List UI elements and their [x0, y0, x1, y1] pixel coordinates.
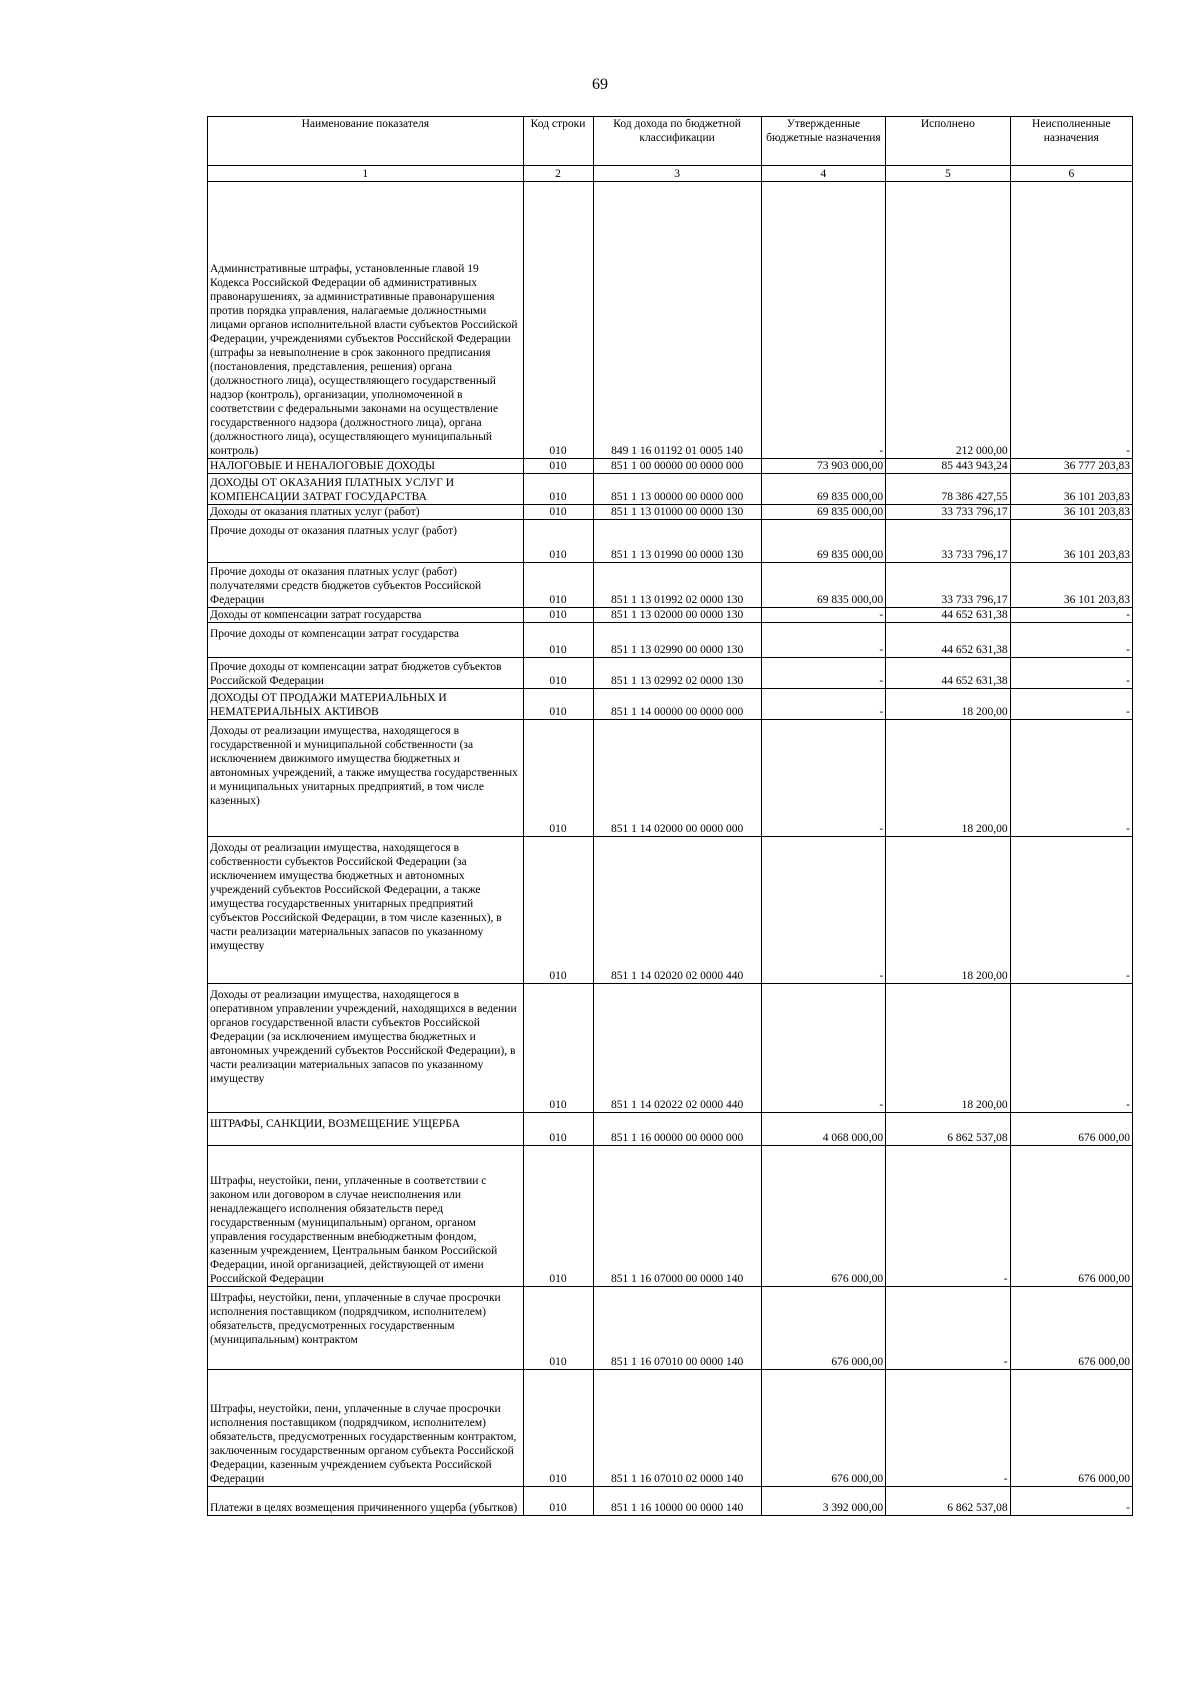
row-code: 010: [523, 658, 593, 689]
row-executed: -: [886, 1370, 1010, 1487]
row-approved: 3 392 000,00: [761, 1487, 885, 1516]
column-number: 3: [593, 166, 761, 182]
row-unexecuted: 676 000,00: [1010, 1113, 1132, 1146]
column-number-row: [208, 166, 1133, 182]
row-name: НАЛОГОВЫЕ И НЕНАЛОГОВЫЕ ДОХОДЫ: [208, 459, 524, 474]
row-executed: 44 652 631,38: [886, 623, 1010, 658]
row-unexecuted: 36 101 203,83: [1010, 505, 1132, 520]
budget-execution-table: [207, 116, 1133, 1516]
row-code: 010: [523, 720, 593, 837]
column-number: 5: [886, 166, 1010, 182]
row-name: Прочие доходы от компенсации затрат государства: [208, 623, 524, 658]
row-kbk: 851 1 00 00000 00 0000 000: [593, 459, 761, 474]
row-code: 010: [523, 474, 593, 505]
row-name: Доходы от оказания платных услуг (работ): [208, 505, 524, 520]
row-kbk: 851 1 13 01992 02 0000 130: [593, 563, 761, 608]
row-code: 010: [523, 505, 593, 520]
row-unexecuted: 676 000,00: [1010, 1287, 1132, 1370]
row-approved: -: [761, 608, 885, 623]
table-row: [208, 563, 1133, 608]
row-executed: 44 652 631,38: [886, 658, 1010, 689]
row-kbk: 851 1 16 07010 02 0000 140: [593, 1370, 761, 1487]
row-unexecuted: -: [1010, 623, 1132, 658]
row-approved: 69 835 000,00: [761, 474, 885, 505]
table-row: [208, 474, 1133, 505]
row-kbk: 851 1 16 10000 00 0000 140: [593, 1487, 761, 1516]
table-row: [208, 505, 1133, 520]
row-approved: 73 903 000,00: [761, 459, 885, 474]
row-code: 010: [523, 563, 593, 608]
row-executed: 18 200,00: [886, 984, 1010, 1113]
table-row: [208, 1113, 1133, 1146]
row-name: Платежи в целях возмещения причиненного ущерба (убытков): [208, 1487, 524, 1516]
row-approved: 69 835 000,00: [761, 505, 885, 520]
table-row: [208, 1370, 1133, 1487]
row-kbk: 851 1 13 02990 00 0000 130: [593, 623, 761, 658]
header-approved: Утвержденные бюджетные назначения: [761, 117, 885, 166]
row-approved: -: [761, 720, 885, 837]
row-approved: -: [761, 623, 885, 658]
row-code: 010: [523, 182, 593, 459]
row-approved: -: [761, 837, 885, 984]
row-kbk: 851 1 13 00000 00 0000 000: [593, 474, 761, 505]
row-unexecuted: 676 000,00: [1010, 1370, 1132, 1487]
row-name: Прочие доходы от оказания платных услуг (работ) получателями средств бюджетов субъектов Российской Федерации: [208, 563, 524, 608]
row-unexecuted: -: [1010, 720, 1132, 837]
table-row: [208, 1287, 1133, 1370]
row-unexecuted: -: [1010, 689, 1132, 720]
table-row: [208, 837, 1133, 984]
row-name: ШТРАФЫ, САНКЦИИ, ВОЗМЕЩЕНИЕ УЩЕРБА: [208, 1113, 524, 1146]
row-unexecuted: 676 000,00: [1010, 1146, 1132, 1287]
row-kbk: 851 1 16 07000 00 0000 140: [593, 1146, 761, 1287]
row-kbk: 851 1 14 00000 00 0000 000: [593, 689, 761, 720]
table-row: [208, 1146, 1133, 1287]
column-number: 2: [523, 166, 593, 182]
row-name: Прочие доходы от компенсации затрат бюджетов субъектов Российской Федерации: [208, 658, 524, 689]
row-unexecuted: -: [1010, 837, 1132, 984]
row-name: Доходы от компенсации затрат государства: [208, 608, 524, 623]
row-kbk: 851 1 13 02000 00 0000 130: [593, 608, 761, 623]
row-name: Прочие доходы от оказания платных услуг (работ): [208, 520, 524, 563]
row-code: 010: [523, 984, 593, 1113]
row-executed: 33 733 796,17: [886, 505, 1010, 520]
table-row: [208, 520, 1133, 563]
row-kbk: 851 1 14 02000 00 0000 000: [593, 720, 761, 837]
table-row: [208, 608, 1133, 623]
row-code: 010: [523, 1370, 593, 1487]
column-number: 6: [1010, 166, 1132, 182]
header-indicator-name: Наименование показателя: [208, 117, 524, 166]
table-row: [208, 658, 1133, 689]
row-name: ДОХОДЫ ОТ ПРОДАЖИ МАТЕРИАЛЬНЫХ И НЕМАТЕРИАЛЬНЫХ АКТИВОВ: [208, 689, 524, 720]
row-name: Штрафы, неустойки, пени, уплаченные в соответствии с законом или договором в случае неисполнения или ненадлежащего исполнения обязательств перед государственным (муниципальным) органом, органом управления государственным внебюджетным фондом, казенным учреждением, Центральным банком Российской Федерации, иной организацией, действующей от имени Российской Федерации: [208, 1146, 524, 1287]
row-unexecuted: -: [1010, 1487, 1132, 1516]
row-code: 010: [523, 1146, 593, 1287]
row-unexecuted: 36 777 203,83: [1010, 459, 1132, 474]
header-unexecuted: Неисполненные назначения: [1010, 117, 1132, 166]
row-approved: 676 000,00: [761, 1287, 885, 1370]
row-approved: 69 835 000,00: [761, 520, 885, 563]
row-unexecuted: -: [1010, 182, 1132, 459]
row-kbk: 851 1 13 01000 00 0000 130: [593, 505, 761, 520]
row-name: Штрафы, неустойки, пени, уплаченные в случае просрочки исполнения поставщиком (подрядчиком, исполнителем) обязательств, предусмотренных государственным (муниципальным) контрактом: [208, 1287, 524, 1370]
row-unexecuted: -: [1010, 658, 1132, 689]
table-row: [208, 1487, 1133, 1516]
row-approved: 676 000,00: [761, 1370, 885, 1487]
row-code: 010: [523, 623, 593, 658]
row-code: 010: [523, 608, 593, 623]
row-kbk: 851 1 13 01990 00 0000 130: [593, 520, 761, 563]
row-code: 010: [523, 837, 593, 984]
row-kbk: 851 1 14 02020 02 0000 440: [593, 837, 761, 984]
row-unexecuted: -: [1010, 984, 1132, 1113]
table-row: [208, 689, 1133, 720]
row-unexecuted: 36 101 203,83: [1010, 563, 1132, 608]
row-unexecuted: 36 101 203,83: [1010, 520, 1132, 563]
row-executed: 18 200,00: [886, 837, 1010, 984]
row-code: 010: [523, 689, 593, 720]
row-name: ДОХОДЫ ОТ ОКАЗАНИЯ ПЛАТНЫХ УСЛУГ И КОМПЕНСАЦИИ ЗАТРАТ ГОСУДАРСТВА: [208, 474, 524, 505]
row-code: 010: [523, 1487, 593, 1516]
row-executed: 85 443 943,24: [886, 459, 1010, 474]
row-approved: 676 000,00: [761, 1146, 885, 1287]
row-approved: 4 068 000,00: [761, 1113, 885, 1146]
row-name: Доходы от реализации имущества, находящегося в оперативном управлении учреждений, находящихся в ведении органов государственной власти субъектов Российской Федерации (за исключением имущества бюджетных и автономных учреждений субъектов Российской Федерации), в части реализации материальных запасов по указанному имуществу: [208, 984, 524, 1113]
row-approved: 69 835 000,00: [761, 563, 885, 608]
row-name: Штрафы, неустойки, пени, уплаченные в случае просрочки исполнения поставщиком (подрядчиком, исполнителем) обязательств, предусмотренных государственным контрактом, заключенным государственным органом субъекта Российской Федерации, казенным учреждением субъекта Российской Федерации: [208, 1370, 524, 1487]
row-executed: 18 200,00: [886, 720, 1010, 837]
row-executed: 6 862 537,08: [886, 1487, 1010, 1516]
row-approved: -: [761, 984, 885, 1113]
row-executed: 33 733 796,17: [886, 563, 1010, 608]
row-code: 010: [523, 459, 593, 474]
row-unexecuted: -: [1010, 608, 1132, 623]
row-executed: 78 386 427,55: [886, 474, 1010, 505]
row-kbk: 849 1 16 01192 01 0005 140: [593, 182, 761, 459]
page-number: 69: [592, 76, 608, 93]
table-row: [208, 984, 1133, 1113]
row-approved: -: [761, 658, 885, 689]
row-executed: 18 200,00: [886, 689, 1010, 720]
row-code: 010: [523, 1287, 593, 1370]
row-name: Доходы от реализации имущества, находящегося в государственной и муниципальной собственности (за исключением движимого имущества бюджетных и автономных учреждений, а также имущества государственных и муниципальных унитарных предприятий, в том числе казенных): [208, 720, 524, 837]
row-executed: -: [886, 1287, 1010, 1370]
row-executed: 6 862 537,08: [886, 1113, 1010, 1146]
header-executed: Исполнено: [886, 117, 1010, 166]
row-code: 010: [523, 1113, 593, 1146]
row-kbk: 851 1 14 02022 02 0000 440: [593, 984, 761, 1113]
row-kbk: 851 1 13 02992 02 0000 130: [593, 658, 761, 689]
header-row: [208, 117, 1133, 166]
column-number: 4: [761, 166, 885, 182]
row-executed: 212 000,00: [886, 182, 1010, 459]
row-approved: -: [761, 182, 885, 459]
row-unexecuted: 36 101 203,83: [1010, 474, 1132, 505]
table-row: [208, 720, 1133, 837]
header-line-code: Код строки: [523, 117, 593, 166]
table-row: [208, 459, 1133, 474]
row-executed: 33 733 796,17: [886, 520, 1010, 563]
header-income-code: Код дохода по бюджетной классификации: [593, 117, 761, 166]
row-executed: 44 652 631,38: [886, 608, 1010, 623]
row-kbk: 851 1 16 07010 00 0000 140: [593, 1287, 761, 1370]
row-approved: -: [761, 689, 885, 720]
row-kbk: 851 1 16 00000 00 0000 000: [593, 1113, 761, 1146]
table-row: [208, 623, 1133, 658]
row-name: Доходы от реализации имущества, находящегося в собственности субъектов Российской Федерации (за исключением имущества бюджетных и автономных учреждений субъектов Российской Федерации, а также имущества государственных унитарных предприятий субъектов Российской Федерации, в том числе казенных), в части реализации материальных запасов по указанному имуществу: [208, 837, 524, 984]
row-code: 010: [523, 520, 593, 563]
row-executed: -: [886, 1146, 1010, 1287]
row-name: Административные штрафы, установленные главой 19 Кодекса Российской Федерации об административных правонарушениях, за административные правонарушения против порядка управления, налагаемые должностными лицами органов исполнительной власти субъектов Российской Федерации, учреждениями субъектов Российской Федерации (штрафы за невыполнение в срок законного предписания (постановления, представления, решения) органа (должностного лица), осуществляющего государственный надзор (контроль), организации, уполномоченной в соответствии с федеральными законами на осуществление государственного надзора (должностного лица), органа (должностного лица), осуществляющего муниципальный контроль): [208, 182, 524, 459]
column-number: 1: [208, 166, 524, 182]
table-row: [208, 182, 1133, 459]
